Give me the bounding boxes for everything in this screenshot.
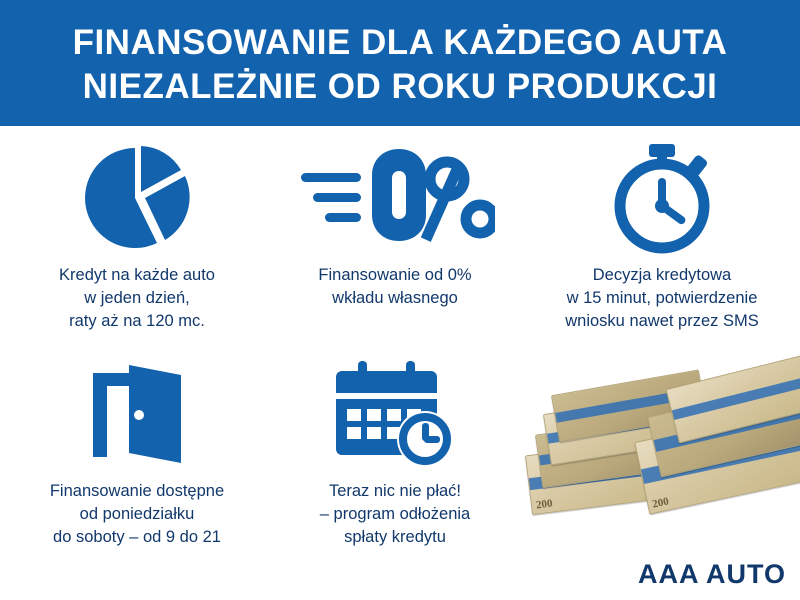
caption-line: do soboty – od 9 do 21	[53, 528, 221, 546]
caption-line: od poniedziałku	[79, 505, 195, 523]
feature-caption	[59, 264, 215, 333]
feature-item-zero-percent	[266, 138, 524, 310]
caption-line: Kredyt na każde auto	[59, 266, 215, 284]
header-title-line-2: NIEZALEŻNIE OD ROKU PRODUKCJI	[82, 67, 718, 106]
feature-caption	[320, 480, 470, 549]
banknote-stacks-photo	[520, 350, 800, 535]
feature-item-credit	[8, 138, 266, 333]
zero-percent-icon	[295, 138, 495, 258]
caption-line: Finansowanie dostępne	[49, 482, 225, 500]
header-title-line-1: FINANSOWANIE DLA KAŻDEGO AUTA	[72, 23, 728, 62]
feature-caption	[50, 480, 224, 549]
caption-line: – program odłożenia	[319, 505, 471, 523]
caption-line: Teraz nic nie płać!	[328, 482, 462, 500]
banknote-value: 200	[651, 495, 670, 511]
caption-line: raty aż na 120 mc.	[69, 312, 205, 330]
caption-line: spłaty kredytu	[344, 528, 446, 546]
calendar-clock-icon	[330, 354, 460, 474]
brand-logo-text: AAA AUTO	[638, 558, 786, 589]
header-banner	[0, 0, 800, 126]
caption-line: wkładu własnego	[332, 289, 458, 307]
feature-item-decision	[524, 138, 800, 333]
caption-line: Finansowanie od 0%	[318, 266, 472, 284]
feature-item-opening-hours	[8, 354, 266, 549]
caption-line: Decyzja kredytowa	[592, 266, 732, 284]
brand-logo	[588, 548, 800, 600]
stopwatch-icon	[602, 138, 722, 258]
pie-chart-icon	[73, 138, 201, 258]
caption-line: w jeden dzień,	[84, 289, 190, 307]
feature-item-deferred-payment	[266, 354, 524, 549]
caption-line: w 15 minut, potwierdzenie	[566, 289, 758, 307]
banknote-value: 200	[535, 497, 554, 512]
feature-caption	[318, 264, 471, 310]
feature-caption	[565, 264, 759, 333]
open-door-icon	[77, 354, 197, 474]
caption-line: wniosku nawet przez SMS	[565, 312, 759, 330]
